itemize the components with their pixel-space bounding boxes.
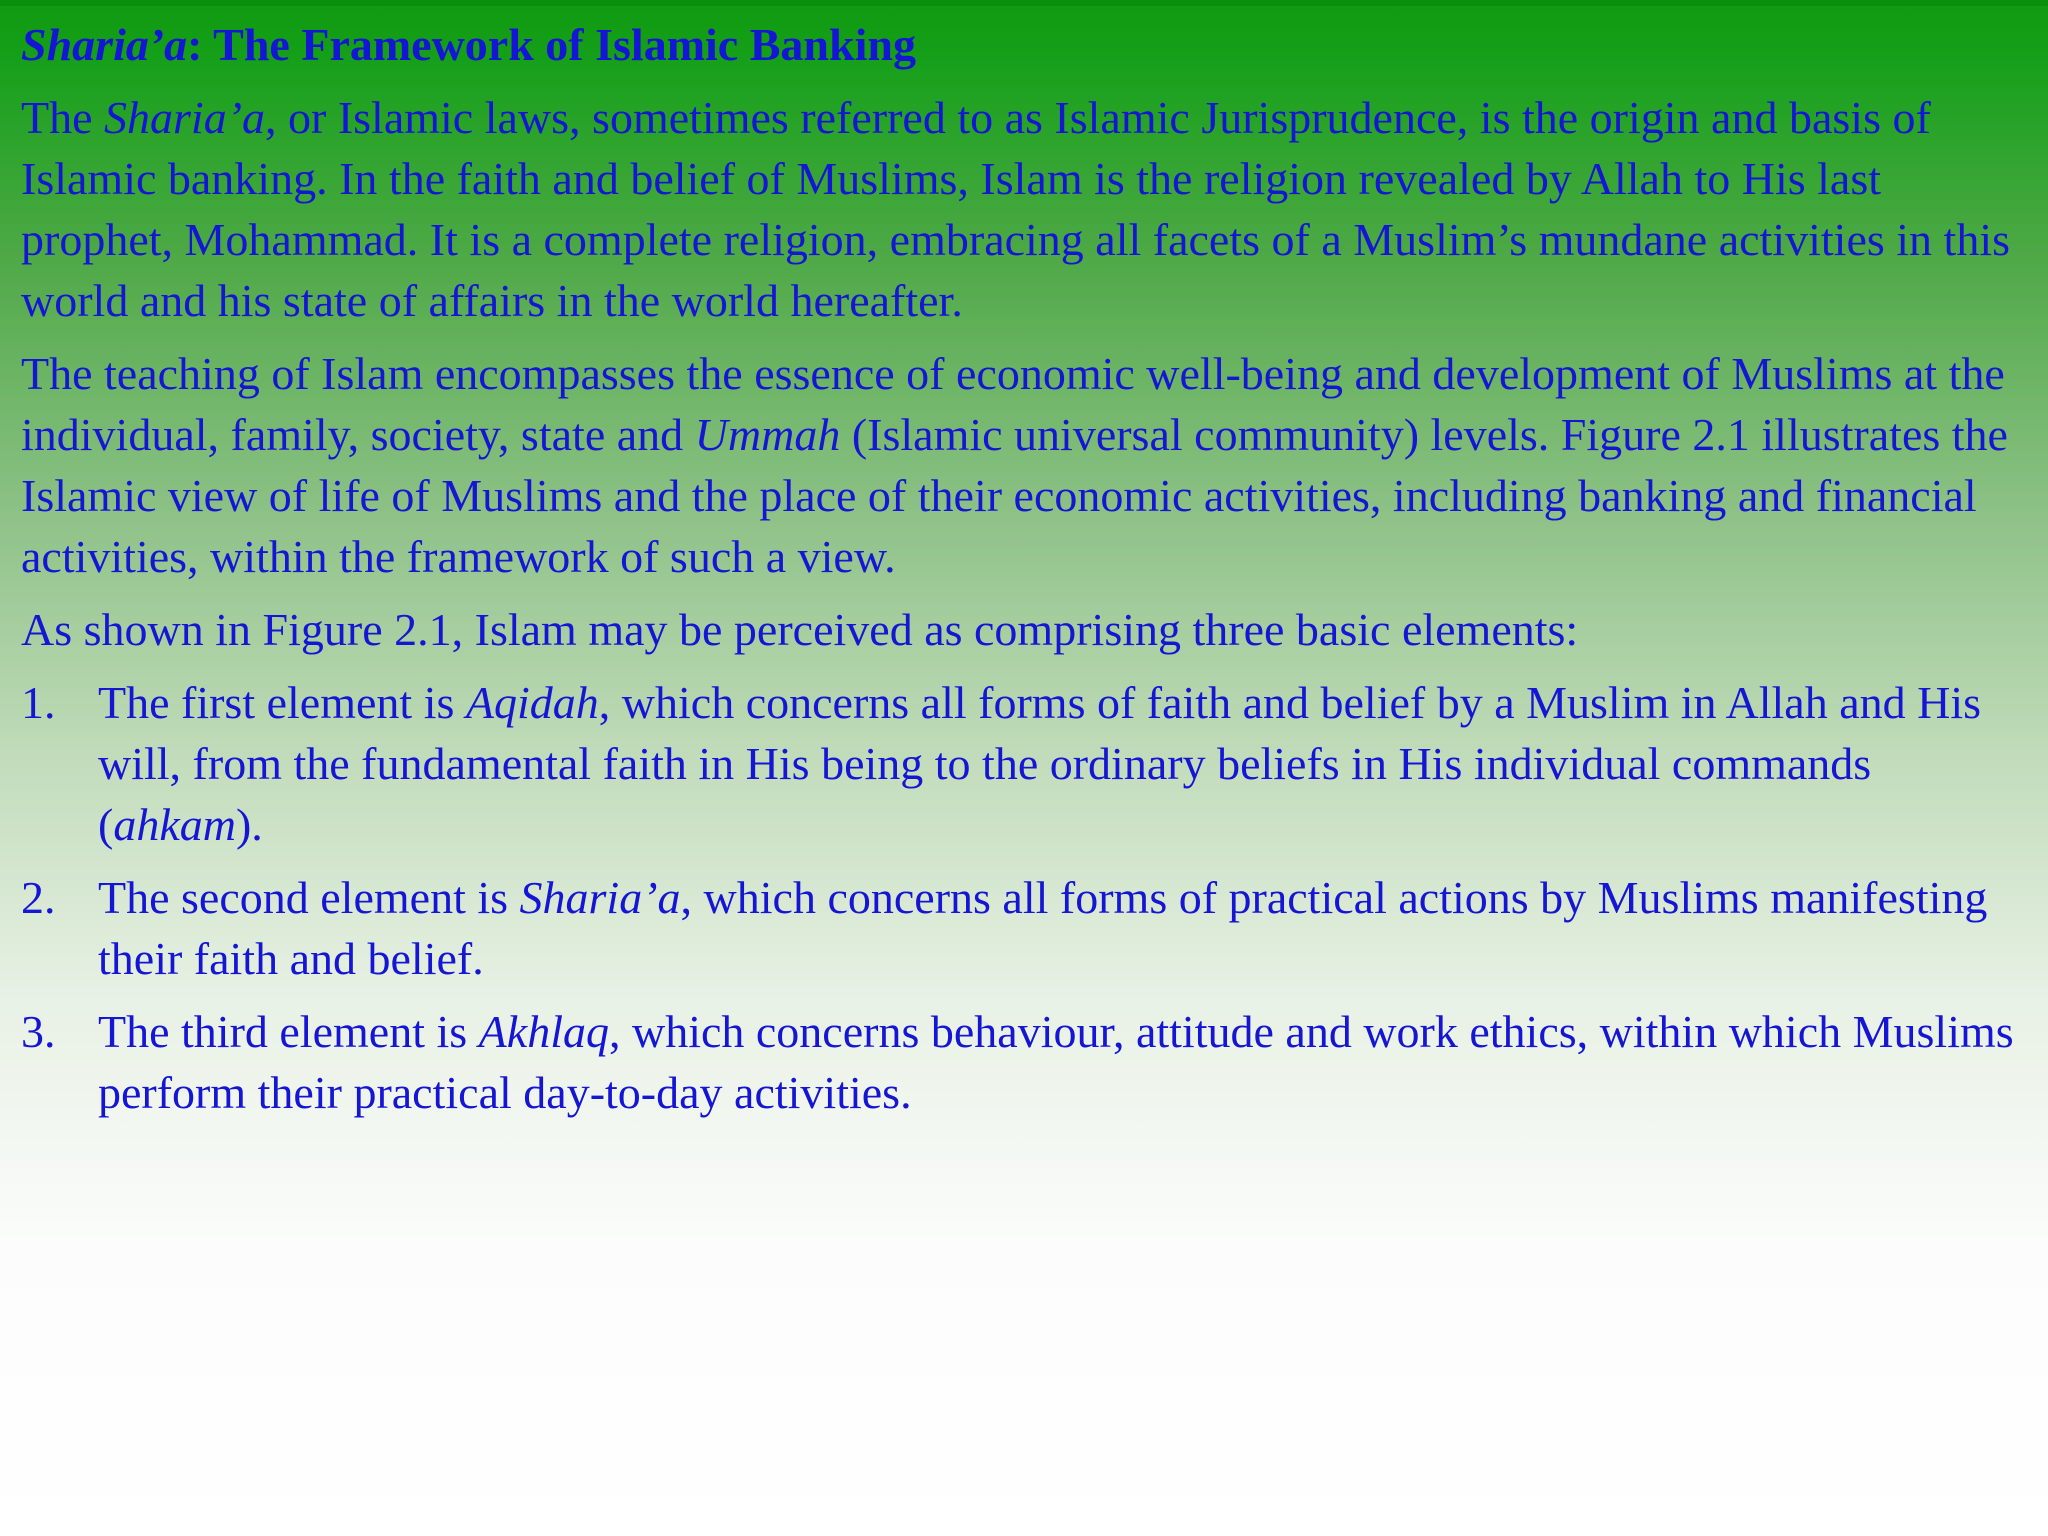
list-item <box>21 867 2031 989</box>
elements-list <box>21 672 2031 1123</box>
list-item-italic-term: Aqidah <box>465 677 599 728</box>
top-strip <box>0 0 2048 6</box>
paragraph-three-elements-intro: As shown in Figure 2.1, Islam may be perceived as comprising three basic elements: <box>21 604 1579 655</box>
paragraph-sharia-definition <box>21 87 2031 331</box>
list-item-text-3: ). <box>235 799 263 850</box>
list-item-italic-term: Sharia’a <box>519 872 681 923</box>
para1-italic-term: Sharia’a <box>104 92 266 143</box>
list-item-italic-term: Akhlaq <box>478 1006 609 1057</box>
list-item <box>21 672 2031 855</box>
para2-italic-term: Ummah <box>694 409 841 460</box>
title-text: : The Framework of Islamic Banking <box>187 19 916 70</box>
para2-text-2: (Islamic universal community) levels. Figure 2.1 illustrates the Islamic view of life of Muslims and the place of their economic activities, including banking and financial activities, within the framework of such a view. <box>21 409 2008 582</box>
slide-content <box>21 14 2031 1135</box>
list-item-text-1: The third element is <box>98 1006 479 1057</box>
para1-text-2: , or Islamic laws, sometimes referred to as Islamic Jurisprudence, is the origin and basis of Islamic banking. In the faith and belief of Muslims, Islam is the religion revealed by Allah to His last prophet, Mohammad. It is a complete religion, embracing all facets of a Muslim’s mundane activities in this world and his state of affairs in the world hereafter. <box>21 92 2011 326</box>
list-item-text-2: , which concerns behaviour, attitude and work ethics, within which Muslims perform their practical day-to-day activities. <box>98 1006 2014 1118</box>
list-item-italic-term-2: ahkam <box>113 799 236 850</box>
list-item-text-2: , which concerns all forms of practical actions by Muslims manifesting their faith and belief. <box>98 872 1988 984</box>
list-item-number: 3. <box>21 1006 56 1057</box>
para1-text-1: The <box>21 92 105 143</box>
list-item-number: 2. <box>21 872 56 923</box>
list-item-text-1: The second element is <box>98 872 520 923</box>
title-italic-term: Sharia’a <box>21 19 188 70</box>
paragraph-teaching-of-islam <box>21 343 2031 587</box>
slide-title <box>21 14 2031 75</box>
list-item <box>21 1001 2031 1123</box>
para2-text-1: The teaching of Islam encompasses the essence of economic well-being and development of Muslims at the individual, family, society, state and <box>21 348 2005 460</box>
list-item-text-2: , which concerns all forms of faith and belief by a Muslim in Allah and His will, from the fundamental faith in His being to the ordinary beliefs in His individual commands ( <box>98 677 1982 850</box>
list-item-number: 1. <box>21 677 56 728</box>
list-item-text-1: The first element is <box>98 677 466 728</box>
